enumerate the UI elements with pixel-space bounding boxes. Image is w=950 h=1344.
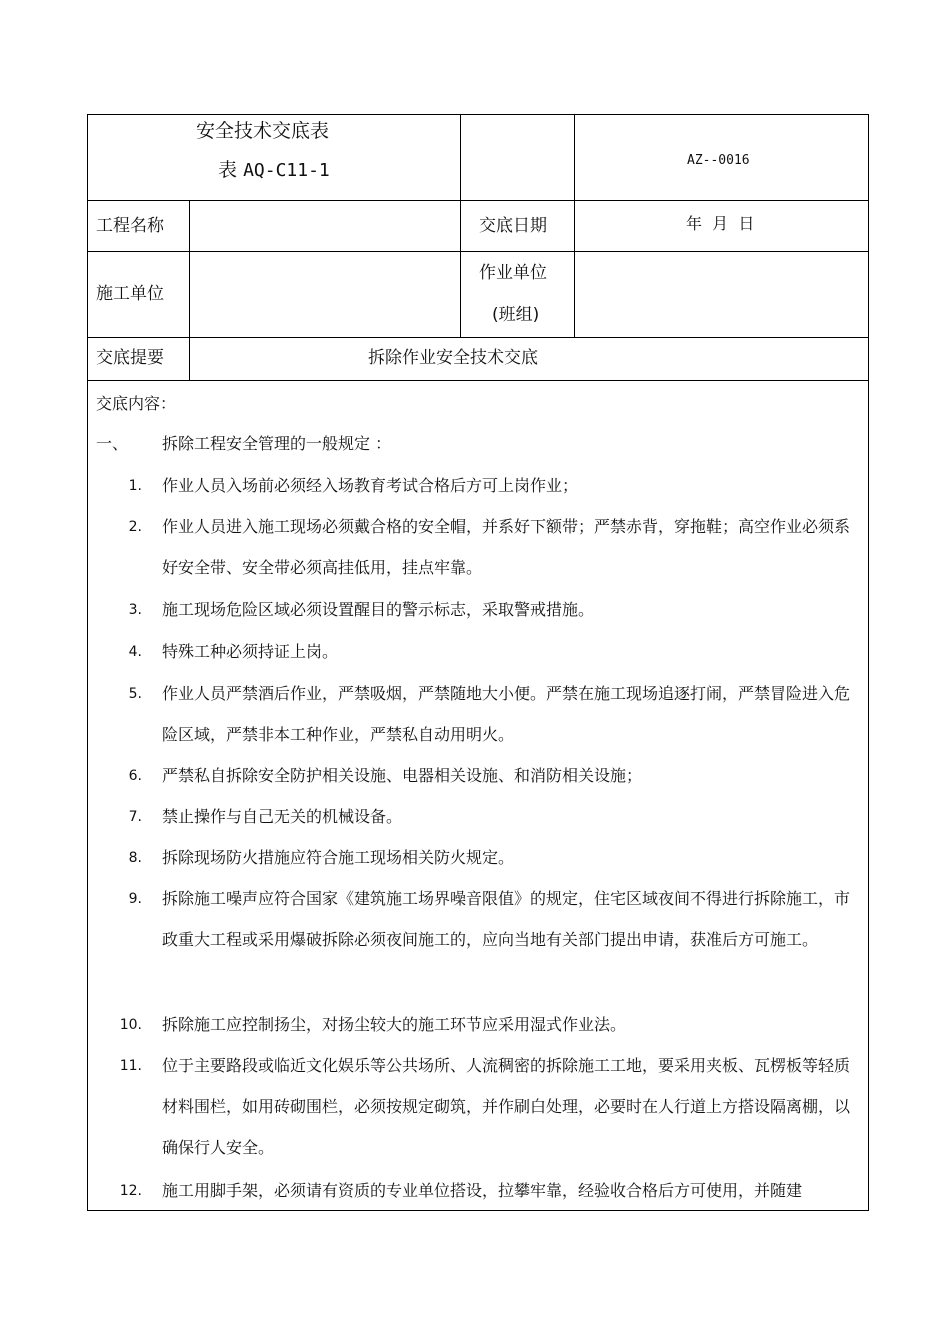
list-item-text: 拆除现场防火措施应符合施工现场相关防火规定。	[162, 848, 515, 867]
list-item-number: 11.	[119, 1058, 142, 1074]
row-divider	[87, 380, 869, 381]
disclosure-date-value[interactable]: 年 月 日	[686, 214, 755, 233]
list-item-number: 4.	[128, 644, 142, 660]
list-item-text: 禁止操作与自己无关的机械设备。	[162, 807, 403, 826]
construction-unit-label: 施工单位	[96, 284, 164, 304]
list-item-text: 作业人员入场前必须经入场教育考试合格后方可上岗作业；	[162, 476, 579, 495]
project-name-value[interactable]	[190, 201, 460, 251]
work-unit-label: 作业单位	[479, 263, 547, 283]
list-item-text: 拆除施工噪声应符合国家《建筑施工场界噪音限值》的规定，住宅区域夜间不得进行拆除施工，市政重大工程或采用爆破拆除必须夜间施工的，应向当地有关部门提出申请，获准后方可施工。	[162, 889, 851, 949]
project-name-label: 工程名称	[96, 216, 164, 236]
section-marker: 一、	[96, 434, 129, 453]
document-code: AZ--0016	[687, 153, 750, 168]
list-item-text: 作业人员严禁酒后作业，严禁吸烟，严禁随地大小便。严禁在施工现场追逐打闹，严禁冒险进入危险区域，严禁非本工种作业，严禁私自动用明火。	[162, 684, 851, 744]
list-item-number: 12.	[119, 1183, 142, 1199]
work-unit-label-team: (班组)	[492, 305, 540, 325]
list-item-text: 施工现场危险区域必须设置醒目的警示标志，采取警戒措施。	[162, 600, 595, 619]
list-item-number: 7.	[128, 809, 142, 825]
content-label: 交底内容：	[96, 394, 177, 413]
list-item-text: 施工用脚手架，必须请有资质的专业单位搭设，拉攀牢靠，经验收合格后方可使用，并随建	[162, 1181, 803, 1200]
list-item-text: 作业人员进入施工现场必须戴合格的安全帽，并系好下额带；严禁赤背，穿拖鞋；高空作业必须系好安全带、安全带必须高挂低用，挂点牢靠。	[162, 517, 851, 577]
disclosure-date-label: 交底日期	[479, 216, 547, 236]
summary-value: 拆除作业安全技术交底	[368, 348, 538, 368]
column-divider	[460, 114, 461, 337]
list-item-text: 严禁私自拆除安全防护相关设施、电器相关设施、和消防相关设施；	[162, 766, 643, 785]
row-divider	[87, 337, 869, 338]
list-item-number: 6.	[128, 768, 142, 784]
form-number	[218, 159, 330, 182]
section-title: 拆除工程安全管理的一般规定 ：	[162, 434, 392, 453]
list-item-number: 10.	[119, 1017, 142, 1033]
list-item-text: 特殊工种必须持证上岗。	[162, 642, 339, 661]
list-item-number: 2.	[128, 519, 142, 535]
list-item-text: 位于主要路段或临近文化娱乐等公共场所、人流稠密的拆除施工工地，要采用夹板、瓦楞板等轻质材料围栏，如用砖砌围栏，必须按规定砌筑，并作刷白处理，必要时在人行道上方搭设隔离棚，以确保行人安全。	[162, 1056, 851, 1157]
form-title: 安全技术交底表	[196, 120, 330, 142]
form-number-prefix: 表	[218, 159, 238, 181]
list-item-number: 3.	[128, 602, 142, 618]
summary-label: 交底提要	[96, 348, 164, 368]
list-item-number: 5.	[128, 686, 142, 702]
work-unit-value[interactable]	[575, 252, 868, 337]
list-item-number: 1.	[128, 478, 142, 494]
list-item-number: 9.	[128, 891, 142, 907]
form-number-value: AQ-C11-1	[243, 160, 330, 181]
construction-unit-value[interactable]	[190, 252, 460, 337]
list-item-number: 8.	[128, 850, 142, 866]
list-item-text: 拆除施工应控制扬尘，对扬尘较大的施工环节应采用湿式作业法。	[162, 1015, 627, 1034]
